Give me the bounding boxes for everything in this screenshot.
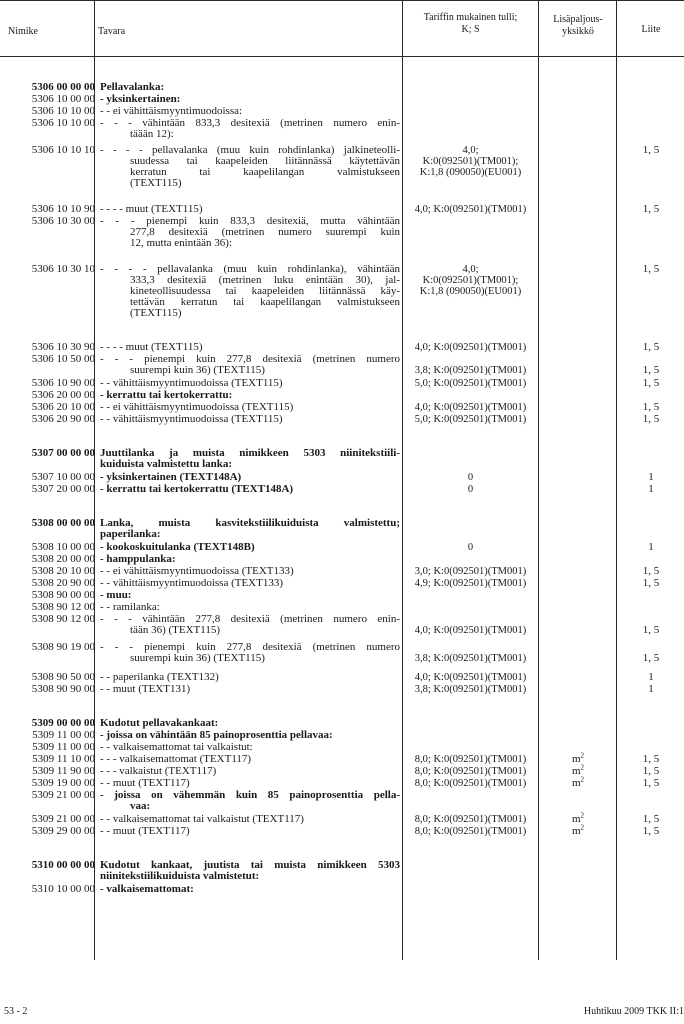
- row-code: 5306 10 10 00: [31, 105, 95, 117]
- row-description: [100, 742, 400, 753]
- row-duty: [405, 754, 536, 765]
- row-description: [100, 354, 400, 376]
- duty-line: 3,8; K:0(092501)(TM001): [414, 365, 527, 376]
- row-annex: 1: [648, 471, 654, 483]
- description-line: - - - valkaisemattomat (TEXT117): [100, 753, 252, 765]
- row-duty: [405, 653, 536, 664]
- row-duty: [405, 414, 536, 425]
- description-line: - joissa on vähintään 85 painoprosenttia pellavaa:: [100, 729, 333, 741]
- description-line: suudessa tai kaapeleiden liitännässä käytettävän: [130, 155, 400, 167]
- description-line: 333,3 desitexiä (metrinen luku enintään 30), jal-: [130, 274, 400, 286]
- description-line: - - vähittäismyyntimuodoissa (TEXT133): [100, 577, 283, 589]
- description-line: paperilanka:: [100, 528, 161, 540]
- row-annex: 1, 5: [642, 777, 660, 789]
- description-line: - - muut (TEXT131): [100, 683, 191, 695]
- row-description: [100, 672, 400, 683]
- row-description: [100, 82, 400, 93]
- column-rule-goods: [402, 0, 403, 960]
- row-code: 5306 00 00 00: [31, 81, 95, 93]
- row-annex: 1: [648, 683, 654, 695]
- duty-line: 8,0; K:0(092501)(TM001): [414, 826, 527, 837]
- row-duty: [405, 402, 536, 413]
- row-description: [100, 204, 400, 215]
- row-code: 5306 10 30 10: [31, 263, 95, 275]
- description-line: - - valkaisemattomat tai valkaistut:: [100, 741, 253, 753]
- row-code: 5308 20 10 00: [31, 565, 95, 577]
- description-line: - muu:: [100, 589, 132, 601]
- row-annex: 1, 5: [642, 203, 660, 215]
- row-description: [100, 390, 400, 401]
- duty-line: 4,0; K:0(092501)(TM001): [414, 402, 527, 413]
- row-duty: [405, 484, 536, 495]
- description-line: - - - vähintään 277,8 desitexiä (metrinen numero enin-: [100, 613, 400, 625]
- row-description: [100, 378, 400, 389]
- description-line: - - - pienempi kuin 277,8 desitexiä (metrinen numero: [100, 353, 400, 365]
- row-annex: 1, 5: [642, 577, 660, 589]
- description-line: tään 36) (TEXT115): [130, 624, 221, 636]
- row-duty: [405, 778, 536, 789]
- row-description: [100, 590, 400, 601]
- duty-line: K:0(092501)(TM001);: [422, 275, 519, 286]
- row-annex: 1, 5: [642, 263, 660, 275]
- row-code: 5307 10 00 00: [31, 471, 95, 483]
- row-duty: [405, 766, 536, 777]
- row-description: [100, 342, 400, 353]
- description-line: - joissa on vähemmän kuin 85 painoprosenttia pella-: [100, 789, 400, 801]
- row-annex: 1, 5: [642, 377, 660, 389]
- column-rule-duty: [538, 0, 539, 960]
- row-code: 5306 10 10 90: [31, 203, 95, 215]
- row-unit: $m^2$: [571, 763, 585, 777]
- description-line: - kerrattu tai kertokerrattu (TEXT148A): [100, 483, 294, 495]
- description-line: - - - vähintään 833,3 desitexiä (metrinen numero enin-: [100, 117, 400, 129]
- row-duty: [405, 365, 536, 376]
- row-description: [100, 145, 400, 189]
- duty-line: 4,0; K:0(092501)(TM001): [414, 204, 527, 215]
- duty-line: 4,0;: [462, 264, 479, 275]
- description-line: - - ei vähittäismyyntimuodoissa (TEXT115): [100, 401, 294, 413]
- duty-line: 3,0; K:0(092501)(TM001): [414, 566, 527, 577]
- row-code: 5308 20 00 00: [31, 553, 95, 565]
- row-duty: [405, 684, 536, 695]
- duty-line: 5,0; K:0(092501)(TM001): [414, 414, 527, 425]
- row-description: [100, 602, 400, 613]
- row-code: 5309 29 00 00: [31, 825, 95, 837]
- row-duty: [405, 625, 536, 636]
- row-duty: [405, 566, 536, 577]
- row-annex: 1, 5: [642, 341, 660, 353]
- header-duty-line1: Tariffin mukainen tulli;: [423, 12, 518, 23]
- description-line: - - muut (TEXT117): [100, 825, 190, 837]
- description-line: täään 12):: [130, 128, 174, 140]
- header-code: Nimike: [8, 26, 38, 37]
- description-line: - - - - muut (TEXT115): [100, 341, 203, 353]
- row-unit: $m^2$: [571, 823, 585, 837]
- row-code: 5308 90 12 00: [31, 601, 95, 613]
- row-description: [100, 118, 400, 140]
- row-description: [100, 542, 400, 553]
- description-line: - - valkaisemattomat tai valkaistut (TEXT117): [100, 813, 304, 825]
- duty-line: 4,0; K:0(092501)(TM001): [414, 342, 527, 353]
- row-duty: [405, 264, 536, 297]
- row-duty: [405, 672, 536, 683]
- row-annex: 1, 5: [642, 825, 660, 837]
- duty-line: 8,0; K:0(092501)(TM001): [414, 814, 527, 825]
- duty-line: 0: [467, 472, 474, 483]
- row-description: [100, 484, 400, 495]
- description-line: (TEXT115): [130, 307, 182, 319]
- description-line: - - - valkaistut (TEXT117): [100, 765, 217, 777]
- row-duty: [405, 342, 536, 353]
- column-rule-unit: [616, 0, 617, 960]
- description-line: Kudotut kankaat, juutista tai muista nimikkeen 5303: [100, 859, 400, 871]
- row-code: 5309 11 10 00: [32, 753, 95, 765]
- header-unit: [541, 14, 615, 38]
- row-code: 5310 00 00 00: [31, 859, 95, 871]
- row-unit: $m^2$: [571, 751, 585, 765]
- description-line: - yksinkertainen (TEXT148A): [100, 471, 242, 483]
- duty-line: 0: [467, 484, 474, 495]
- row-duty: [405, 826, 536, 837]
- row-duty: [405, 204, 536, 215]
- row-code: 5309 11 90 00: [32, 765, 95, 777]
- row-code: 5306 10 10 00: [31, 117, 95, 129]
- row-duty: [405, 378, 536, 389]
- description-line: Pellavalanka:: [100, 81, 165, 93]
- header-duty: [405, 12, 536, 36]
- description-line: - - vähittäismyyntimuodoissa (TEXT115): [100, 413, 283, 425]
- duty-line: 4,0; K:0(092501)(TM001): [414, 672, 527, 683]
- row-code: 5306 20 90 00: [31, 413, 95, 425]
- header-unit-line1: Lisäpaljous-: [553, 14, 603, 25]
- row-code: 5309 11 00 00: [32, 729, 95, 741]
- row-annex: 1, 5: [642, 652, 660, 664]
- row-description: [100, 566, 400, 577]
- row-description: [100, 860, 400, 882]
- row-unit: $m^2$: [571, 775, 585, 789]
- description-line: - valkaisemattomat:: [100, 883, 194, 895]
- description-line: Lanka, muista kasvitekstiilikuiduista valmistettu;: [100, 517, 400, 529]
- row-description: [100, 778, 400, 789]
- row-code: 5308 90 90 00: [31, 683, 95, 695]
- row-annex: 1, 5: [642, 565, 660, 577]
- row-duty: [405, 578, 536, 589]
- row-annex: 1: [648, 541, 654, 553]
- duty-line: 3,8; K:0(092501)(TM001): [414, 684, 527, 695]
- row-description: [100, 264, 400, 319]
- row-duty: [405, 145, 536, 178]
- row-code: 5309 19 00 00: [31, 777, 95, 789]
- row-code: 5309 11 00 00: [32, 741, 95, 753]
- description-line: - - - - muut (TEXT115): [100, 203, 203, 215]
- header-duty-line2: K; S: [461, 24, 480, 35]
- row-description: [100, 518, 400, 540]
- header-goods: Tavara: [98, 26, 126, 37]
- row-code: 5308 10 00 00: [31, 541, 95, 553]
- row-code: 5306 10 30 00: [31, 215, 95, 227]
- description-line: 277,8 desitexiä (metrinen numero suurempi kuin: [130, 226, 400, 238]
- description-line: - - vähittäismyyntimuodoissa (TEXT115): [100, 377, 283, 389]
- row-description: [100, 718, 400, 729]
- row-description: [100, 578, 400, 589]
- description-line: - yksinkertainen:: [100, 93, 181, 105]
- description-line: vaa:: [130, 800, 151, 812]
- row-code: 5309 21 00 00: [31, 789, 95, 801]
- row-description: [100, 730, 400, 741]
- row-description: [100, 402, 400, 413]
- description-line: - - - pienempi kuin 833,3 desitexiä, mutta vähintään: [100, 215, 400, 227]
- row-code: 5306 10 90 00: [31, 377, 95, 389]
- row-description: [100, 684, 400, 695]
- row-duty: [405, 814, 536, 825]
- row-duty: [405, 542, 536, 553]
- row-annex: 1, 5: [642, 401, 660, 413]
- row-code: 5306 20 00 00: [31, 389, 95, 401]
- row-annex: 1, 5: [642, 413, 660, 425]
- duty-line: 5,0; K:0(092501)(TM001): [414, 378, 527, 389]
- description-line: - hamppulanka:: [100, 553, 176, 565]
- row-code: 5308 90 50 00: [31, 671, 95, 683]
- description-line: kineteollisuudessa tai kaapeleiden liitännässä käy-: [130, 285, 400, 297]
- duty-line: 4,0;: [462, 145, 479, 156]
- row-description: [100, 814, 400, 825]
- row-description: [100, 884, 400, 895]
- description-line: niinitekstiilikuiduista valmistetut:: [100, 870, 260, 882]
- row-annex: 1, 5: [642, 364, 660, 376]
- row-unit: $m^2$: [571, 811, 585, 825]
- row-code: 5306 10 00 00: [31, 93, 95, 105]
- row-annex: 1, 5: [642, 624, 660, 636]
- description-line: suurempi kuin 36) (TEXT115): [130, 652, 265, 664]
- description-line: (TEXT115): [130, 177, 182, 189]
- description-line: 12, mutta enintään 36):: [130, 237, 233, 249]
- row-annex: 1, 5: [642, 813, 660, 825]
- duty-line: K:1,8 (090050)(EU001): [419, 286, 522, 297]
- edition-label: Huhtikuu 2009 TKK II:1: [583, 1006, 684, 1017]
- row-annex: 1: [648, 671, 654, 683]
- row-description: [100, 94, 400, 105]
- row-code: 5308 90 00 00: [31, 589, 95, 601]
- row-description: [100, 614, 400, 636]
- row-annex: 1: [648, 483, 654, 495]
- row-description: [100, 766, 400, 777]
- header-top-rule: [0, 0, 684, 1]
- row-annex: 1, 5: [642, 765, 660, 777]
- header-unit-line2: yksikkö: [562, 26, 594, 37]
- page-number: 53 - 2: [4, 1006, 28, 1017]
- row-code: 5308 90 19 00: [31, 641, 95, 653]
- row-description: [100, 790, 400, 812]
- row-code: 5309 21 00 00: [31, 813, 95, 825]
- duty-line: K:0(092501)(TM001);: [422, 156, 519, 167]
- description-line: - - ei vähittäismyyntimuodoissa (TEXT133): [100, 565, 294, 577]
- row-code: 5310 10 00 00: [31, 883, 95, 895]
- duty-line: 8,0; K:0(092501)(TM001): [414, 754, 527, 765]
- row-annex: 1, 5: [642, 144, 660, 156]
- row-description: [100, 826, 400, 837]
- description-line: - - - - pellavalanka (muu kuin rohdinlanka) jalkineteolli-: [100, 144, 400, 156]
- description-line: - - muut (TEXT117): [100, 777, 190, 789]
- row-code: 5306 10 10 10: [31, 144, 95, 156]
- description-line: - - - - pellavalanka (muu kuin rohdinlanka), vähintään: [100, 263, 400, 275]
- description-line: kuiduista valmistettu lanka:: [100, 458, 233, 470]
- row-code: 5309 00 00 00: [31, 717, 95, 729]
- description-line: suurempi kuin 36) (TEXT115): [130, 364, 265, 376]
- row-description: [100, 642, 400, 664]
- description-line: Kudotut pellavakankaat:: [100, 717, 219, 729]
- row-description: [100, 216, 400, 249]
- description-line: - - ei vähittäismyyntimuodoissa:: [100, 105, 243, 117]
- duty-line: 4,0; K:0(092501)(TM001): [414, 625, 527, 636]
- row-code: 5306 20 10 00: [31, 401, 95, 413]
- description-line: tettävän kerratun tai kaapelilangan valmistukseen: [130, 296, 400, 308]
- row-code: 5306 10 50 00: [31, 353, 95, 365]
- row-code: 5306 10 30 90: [31, 341, 95, 353]
- duty-line: 3,8; K:0(092501)(TM001): [414, 653, 527, 664]
- row-description: [100, 754, 400, 765]
- description-line: - - paperilanka (TEXT132): [100, 671, 219, 683]
- description-line: kerratun tai kaapelilangan valmistukseen: [130, 166, 400, 178]
- row-description: [100, 106, 400, 117]
- row-code: 5308 20 90 00: [31, 577, 95, 589]
- description-line: - - - pienempi kuin 277,8 desitexiä (metrinen numero: [100, 641, 400, 653]
- duty-line: K:1,8 (090050)(EU001): [419, 167, 522, 178]
- row-description: [100, 472, 400, 483]
- row-code: 5307 20 00 00: [31, 483, 95, 495]
- description-line: - kookoskuitulanka (TEXT148B): [100, 541, 255, 553]
- row-code: 5307 00 00 00: [31, 447, 95, 459]
- row-description: [100, 554, 400, 565]
- duty-line: 8,0; K:0(092501)(TM001): [414, 778, 527, 789]
- row-annex: 1, 5: [642, 753, 660, 765]
- duty-line: 4,9; K:0(092501)(TM001): [414, 578, 527, 589]
- description-line: - - ramilanka:: [100, 601, 160, 613]
- row-description: [100, 448, 400, 470]
- row-duty: [405, 472, 536, 483]
- header-annex: Liite: [641, 24, 661, 35]
- description-line: Juuttilanka ja muista nimikkeen 5303 niinitekstiili-: [100, 447, 400, 459]
- row-description: [100, 414, 400, 425]
- row-code: 5308 90 12 00: [31, 613, 95, 625]
- duty-line: 0: [467, 542, 474, 553]
- description-line: - kerrattu tai kertokerrattu:: [100, 389, 233, 401]
- header-bottom-rule: [0, 56, 684, 57]
- row-code: 5308 00 00 00: [31, 517, 95, 529]
- duty-line: 8,0; K:0(092501)(TM001): [414, 766, 527, 777]
